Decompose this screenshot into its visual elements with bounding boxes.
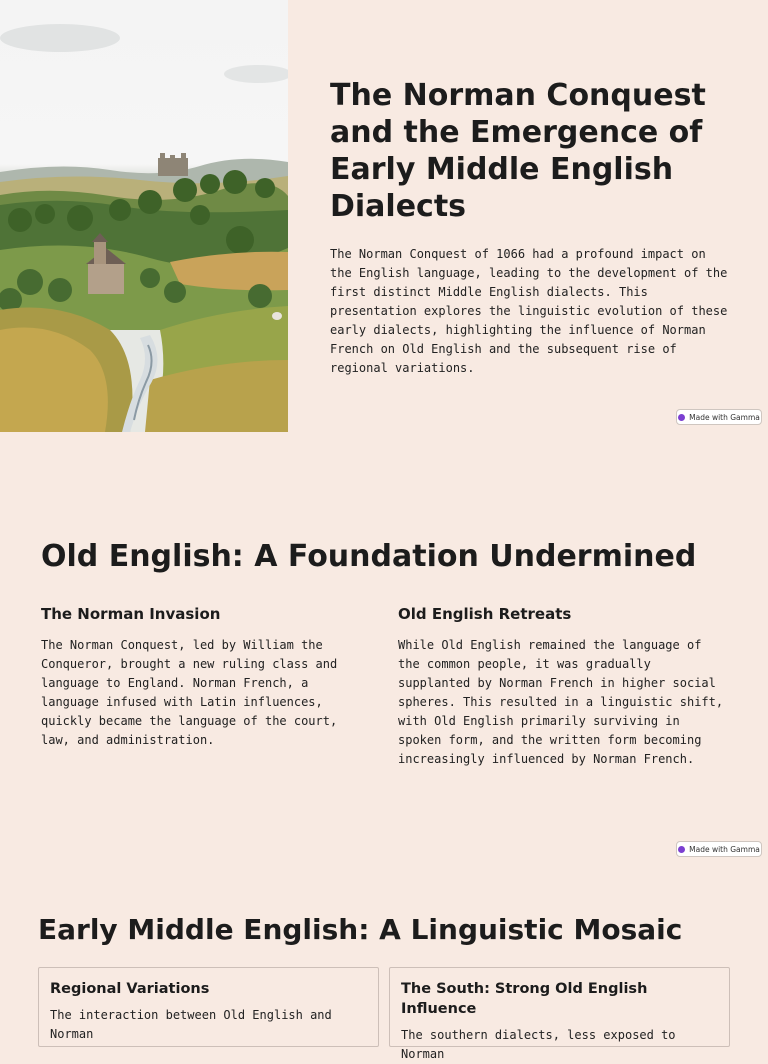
presentation-title: The Norman Conquest and the Emergence of Early Middle English Dialects (330, 78, 706, 224)
card-regional-variations (38, 967, 379, 1047)
column-heading-norman-invasion: The Norman Invasion (41, 605, 221, 623)
made-with-gamma-badge[interactable] (676, 409, 762, 425)
slide-heading: Old English: A Foundation Undermined (41, 539, 697, 574)
badge-label: Made with Gamma (689, 844, 760, 854)
card-text: The interaction between Old English and Norman (50, 1008, 332, 1041)
card-south-old-english (389, 967, 730, 1061)
column-text-old-english-retreats: While Old English remained the language of the common people, it was gradually supplanted by Norman French in higher social spheres. This resulted in a linguistic shift, with Old English primarily surviving in spoken form, and the written form becoming increasingly influenced by Norman French. (398, 638, 724, 766)
badge-label: Made with Gamma (689, 412, 760, 422)
card-heading: The South: Strong Old English Influence (401, 981, 648, 1017)
slide-title (0, 0, 768, 432)
intro-paragraph: The Norman Conquest of 1066 had a profound impact on the English language, leading to the development of the first distinct Middle English dialects. This presentation explores the linguistic evolution of these early dialects, highlighting the influence of Norman French on Old English and the subsequent rise of regional variations. (330, 247, 728, 375)
column-heading-old-english-retreats: Old English Retreats (398, 605, 572, 623)
column-text-norman-invasion: The Norman Conquest, led by William the Conqueror, brought a new ruling class and language to England. Norman French, a language infused with Latin influences, quickly became the language of the court, law, and administration. (41, 638, 338, 747)
gamma-logo-icon (678, 414, 685, 421)
gamma-logo-icon (678, 846, 685, 853)
made-with-gamma-badge[interactable] (676, 841, 762, 857)
card-text: The southern dialects, less exposed to Norman (401, 1028, 676, 1061)
slide-heading: Early Middle English: A Linguistic Mosaic (38, 913, 683, 946)
card-heading: Regional Variations (50, 981, 210, 997)
hero-image-countryside (0, 0, 288, 432)
countryside-illustration (0, 0, 288, 432)
